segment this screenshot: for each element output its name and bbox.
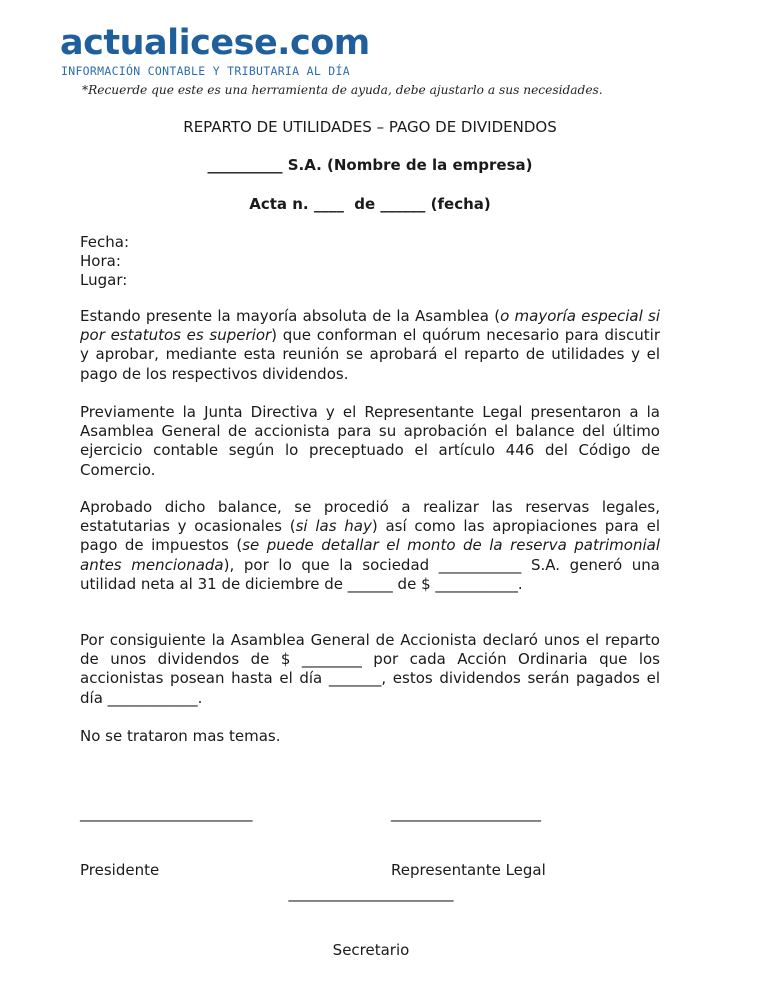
p3-text-italic-1: si las hay [295, 517, 372, 536]
fecha-label: Fecha: [80, 233, 130, 251]
paragraph-dividends: Por consiguiente la Asamblea General de Accionista declaró unos el reparto de unos dividendos de $ ________ por cada Acción Ordinaria que los accionistas posean hasta el día _______, estos dividendos serán pagados el día ____________. [80, 631, 660, 707]
signature-line: ____________________ [391, 804, 541, 822]
p3-text-c: ) así como las apropiaciones para el pago de impuestos ( [80, 517, 660, 555]
paragraph-reserves [80, 498, 660, 594]
acta-line: Acta n. ____ de ______ (fecha) [249, 195, 491, 213]
paragraph-quorum [80, 307, 660, 384]
lugar-label: Lugar: [80, 271, 128, 289]
p3-text-e: ), por lo que la sociedad ___________ S.A. generó una utilidad neta al 31 de diciembre de ______ de $ ___________. [80, 555, 660, 593]
signature-secretary [281, 846, 461, 979]
signature-line: _______________________ [80, 804, 253, 822]
paragraph-closing: No se trataron mas temas. [80, 727, 281, 745]
secretary-label: Secretario [332, 941, 410, 959]
p1-text-c: ) que conforman el quórum necesario para discutir y aprobar, mediante esta reunión se aprobará el reparto de utilidades y el pago de los respectivos dividendos. [80, 326, 660, 383]
legal-rep-label: Representante Legal [391, 861, 546, 879]
paragraph-balance: Previamente la Junta Directiva y el Representante Legal presentaron a la Asamblea General de accionista para su aprobación el balance del último ejercicio contable según lo preceptuado el artículo 446 del Código de Comercio. [80, 403, 660, 479]
p1-text-a: Estando presente la mayoría absoluta de la Asamblea ( [80, 307, 501, 325]
signature-line: ______________________ [288, 884, 454, 902]
p1-text-italic: o mayoría especial si por estatutos es superior [80, 307, 660, 345]
reminder-note: *Recuerde que este es una herramienta de ayuda, debe ajustarlo a sus necesidades. [82, 83, 603, 97]
site-logo: actualicese.com [60, 23, 370, 63]
p3-text-italic-2: se puede detallar el monto de la reserva patrimonial antes mencionada [80, 536, 661, 574]
signature-president [80, 766, 253, 899]
company-line: __________ S.A. (Nombre de la empresa) [207, 156, 533, 174]
hora-label: Hora: [80, 252, 121, 270]
p3-text-a: Aprobado dicho balance, se procedió a realizar las reservas legales, estatutarias y ocasionales ( [80, 498, 660, 536]
meeting-meta [80, 233, 129, 290]
president-label: Presidente [80, 861, 160, 879]
site-tagline: INFORMACIÓN CONTABLE Y TRIBUTARIA AL DÍA [61, 64, 350, 78]
document-title: REPARTO DE UTILIDADES – PAGO DE DIVIDENDOS [183, 118, 557, 136]
